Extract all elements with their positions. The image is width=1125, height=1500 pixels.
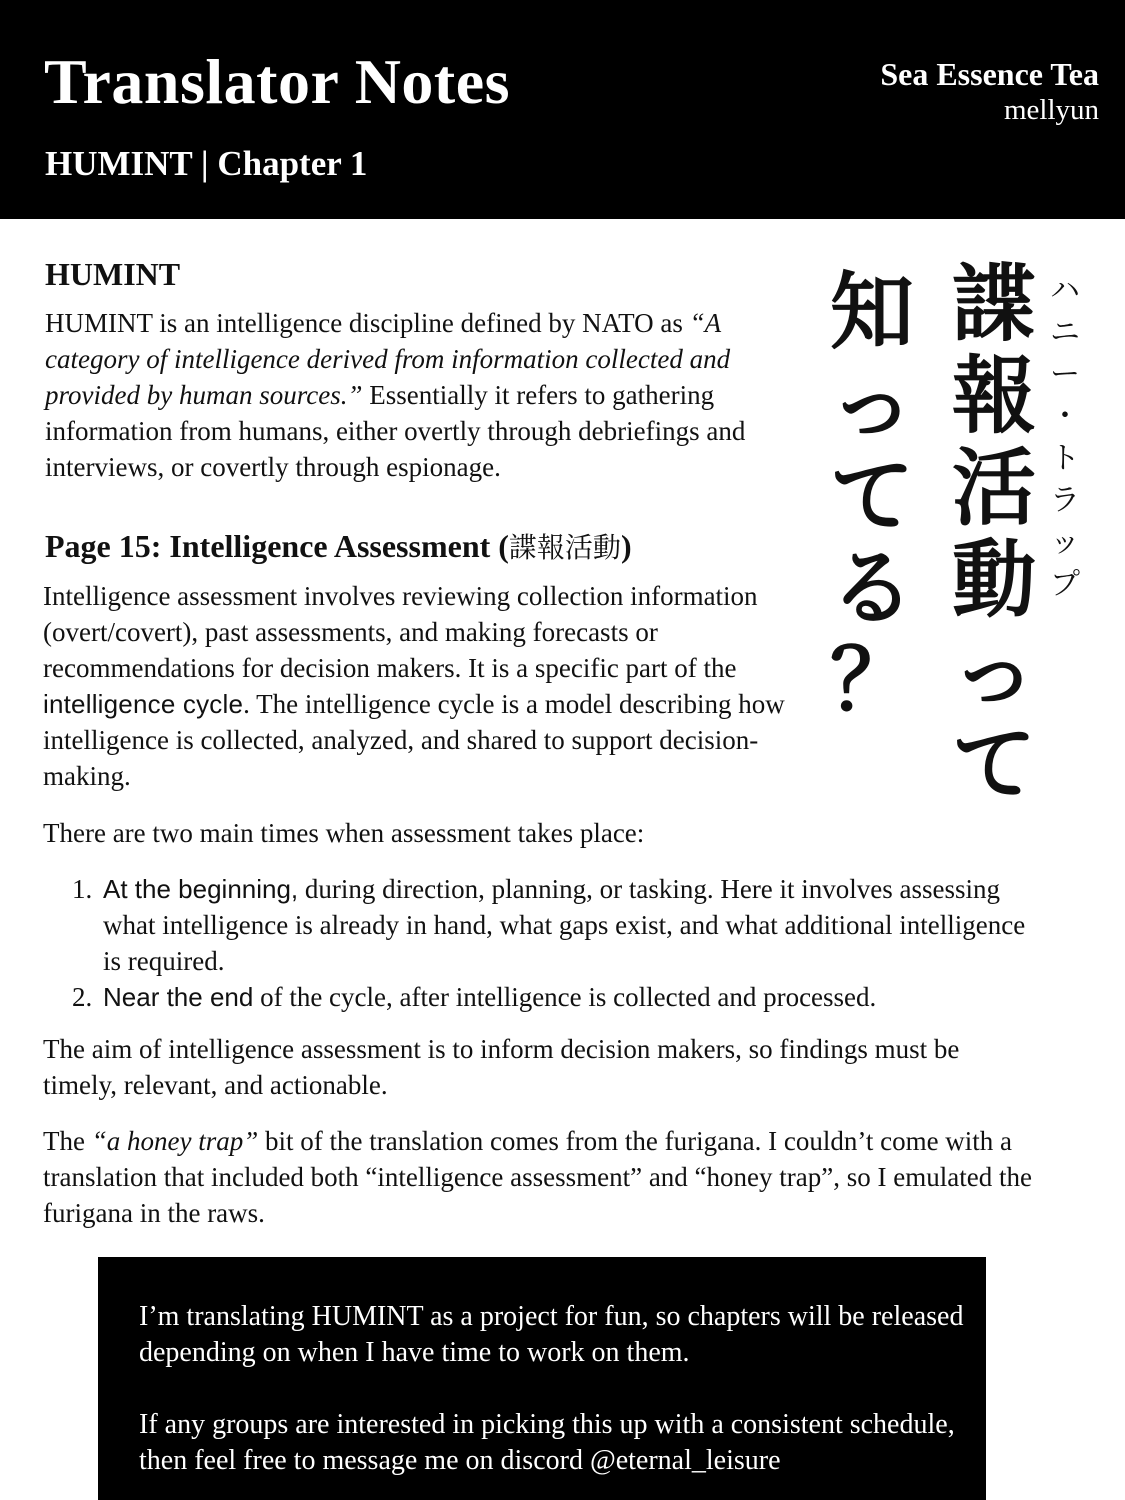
honey-text-2: bit of the translation comes from the furigana. I couldn’t come with a translation that included both “intelligence assessment” and “honey trap”, so I emulated the furigana in the raws.	[43, 1126, 1032, 1228]
raw-art-char: 活	[952, 439, 1037, 537]
furigana-char: プ	[1050, 567, 1080, 602]
humint-paragraph	[45, 305, 815, 485]
raw-art-char: 諜	[952, 255, 1037, 353]
footer-notice	[98, 1257, 986, 1500]
furigana-char: ・	[1050, 399, 1080, 434]
honey-text-1: The	[43, 1126, 92, 1156]
raw-title-art	[830, 255, 1090, 842]
furigana-char: ニ	[1050, 315, 1080, 350]
list-item	[72, 871, 1032, 979]
list-number: 2.	[72, 982, 93, 1012]
list-number: 1.	[72, 874, 93, 904]
author-name: mellyun	[1003, 94, 1099, 126]
assessment-times-intro: There are two main times when assessment takes place:	[43, 818, 645, 848]
furigana-char: ー	[1050, 357, 1080, 392]
humint-text-2: Essentially it refers to gathering information from humans, either overtly through debriefings and interviews, or covertly through espionage.	[45, 380, 746, 482]
assessment-heading-close: )	[620, 528, 632, 564]
honey-trap-paragraph	[43, 1123, 1043, 1231]
raw-art-char: 動	[952, 531, 1037, 629]
assessment-paragraph	[43, 578, 803, 794]
raw-art-char: 知	[830, 263, 915, 361]
assessment-text-1: Intelligence assessment involves reviewing collection information (overt/covert), past assessments, and making forecasts or recommendations for decision makers. It is a specific part of the	[43, 581, 758, 683]
furigana-char: ト	[1050, 441, 1080, 476]
raw-art-char: 報	[952, 347, 1037, 445]
assessment-heading-jp: 諜報活動	[508, 531, 621, 564]
raw-art-furigana	[1050, 273, 1080, 612]
footer-paragraph-1: I’m translating HUMINT as a project for fun, so chapters will be released depending on when I have time to work on them.	[139, 1301, 964, 1368]
group-name: Sea Essence Tea	[880, 56, 1099, 92]
assessment-heading	[45, 530, 632, 562]
assessment-text-2: . The intelligence cycle is a model describing how intelligence is collected, analyzed, and shared to support decision-making.	[43, 689, 785, 791]
humint-text-1: HUMINT is an intelligence discipline defined by NATO as	[45, 308, 683, 338]
furigana-char: ッ	[1050, 525, 1080, 560]
furigana-char: ラ	[1050, 483, 1080, 518]
assessment-times-list	[72, 871, 1032, 1015]
raw-art-char: っ	[830, 355, 915, 453]
honey-trap-quote: “a honey trap”	[91, 1126, 259, 1156]
intelligence-cycle-term: intelligence cycle	[43, 689, 244, 719]
list-item-text: during direction, planning, or tasking. Here it involves assessing what intelligence is already in hand, what gaps exist, and what additional intelligence is required.	[103, 874, 1026, 976]
header-banner	[0, 0, 1125, 219]
raw-art-char: て	[952, 715, 1037, 813]
page-title: Translator Notes	[44, 46, 511, 117]
list-item-bold: At the beginning,	[103, 874, 299, 904]
raw-art-main-column	[952, 255, 1037, 814]
raw-art-left-column	[830, 263, 915, 730]
list-item-bold: Near the end	[103, 982, 254, 1012]
list-item-text: of the cycle, after intelligence is collected and processed.	[253, 982, 877, 1012]
assessment-heading-text: Page 15: Intelligence Assessment (	[45, 528, 509, 564]
aim-paragraph: The aim of intelligence assessment is to inform decision makers, so findings must be timely, relevant, and actionable.	[43, 1034, 960, 1100]
footer-paragraph-2: If any groups are interested in picking this up with a consistent schedule, then feel free to message me on discord @eternal_leisure	[139, 1409, 955, 1476]
humint-heading: HUMINT	[45, 256, 181, 292]
list-item	[72, 979, 1032, 1015]
raw-art-char: っ	[952, 623, 1037, 721]
raw-art-char: ？	[830, 631, 915, 729]
furigana-char: ハ	[1050, 273, 1080, 308]
nato-quote: “A category of intelligence derived from information collected and provided by human sources.”	[45, 308, 731, 410]
raw-art-char: て	[830, 447, 915, 545]
chapter-subtitle: HUMINT | Chapter 1	[45, 144, 368, 183]
raw-art-char: る	[830, 539, 915, 637]
